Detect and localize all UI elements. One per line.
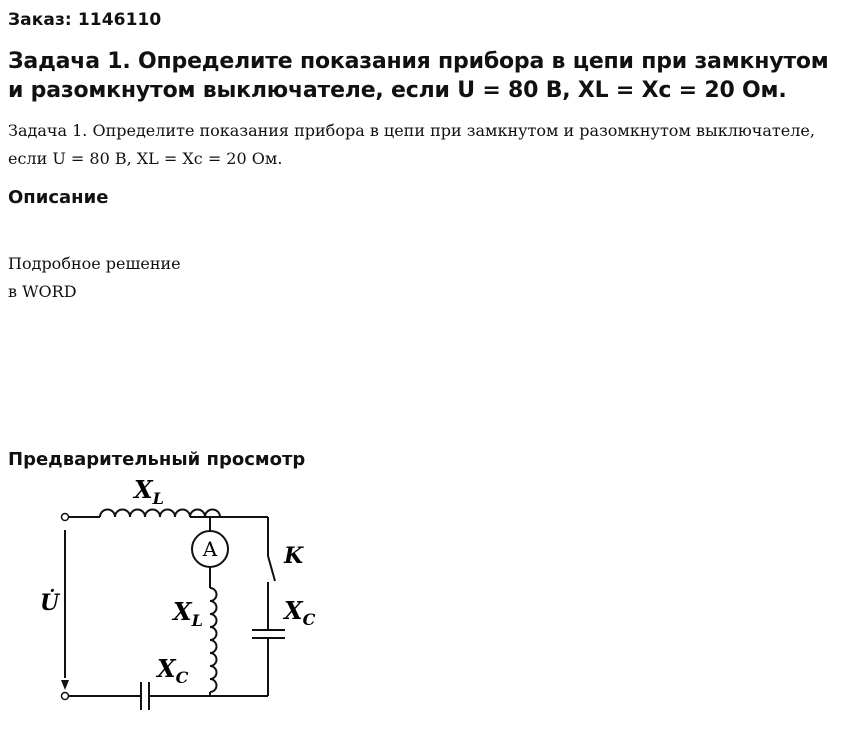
description-line-2: в WORD	[8, 282, 77, 301]
description-line-1: Подробное решение	[8, 254, 181, 273]
switch-label: K	[284, 543, 304, 569]
ammeter-label: A	[202, 537, 218, 561]
preview-heading: Предварительный просмотр	[8, 449, 306, 470]
xl-top-label: $X_L$	[134, 478, 164, 508]
order-number: Заказ: 1146110	[8, 10, 162, 30]
page-title: Задача 1. Определите показания прибора в цепи при замкнутом и разомкнутом выключателе, если U = 80 В, XL = Xc = 20 Ом.	[8, 49, 829, 103]
xl-mid-label: $X_L$	[173, 597, 203, 630]
circuit-diagram	[30, 478, 330, 718]
description-heading: Описание	[8, 187, 109, 208]
xc-right-label: $X_C$	[284, 596, 316, 629]
task-text: Задача 1. Определите показания прибора в цепи при замкнутом и разомкнутом выключателе, если U = 80 В, XL = Xc = 20 Ом.	[8, 121, 815, 168]
description-body	[8, 250, 181, 306]
voltage-label: U̇	[40, 590, 60, 616]
xc-bottom-label: $X_C$	[157, 654, 189, 687]
